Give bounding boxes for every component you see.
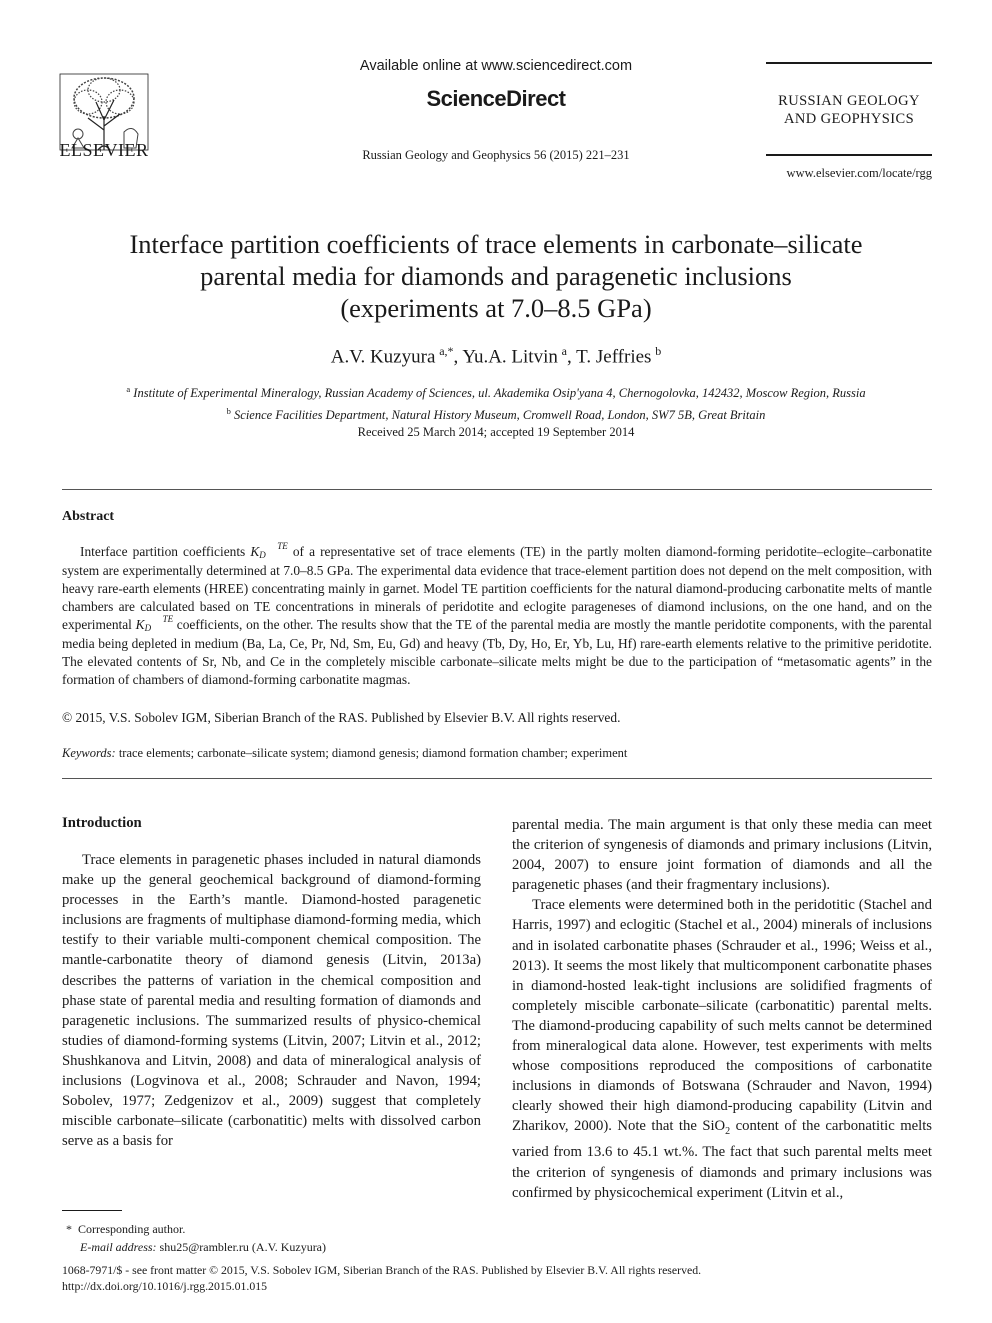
section-divider — [62, 489, 932, 490]
affiliations — [60, 380, 932, 424]
footnote — [62, 1220, 481, 1256]
received-dates: Received 25 March 2014; accepted 19 September 2014 — [357, 425, 635, 439]
author-affil-mark: a,* — [439, 344, 454, 358]
section-divider — [62, 778, 932, 779]
journal-title-line1: RUSSIAN GEOLOGY — [778, 93, 920, 109]
keywords-label: Keywords: — [62, 746, 116, 760]
journal-citation: Russian Geology and Geophysics 56 (2015) 221–231 — [362, 148, 630, 162]
title-line: Interface partition coefficients of trace elements in carbonate–silicate — [129, 229, 863, 259]
kd-symbol — [250, 540, 288, 560]
journal-url-link[interactable]: www.elsevier.com/locate/rgg — [786, 166, 932, 180]
kd-superscript: TE — [277, 540, 288, 551]
kd-base: K — [135, 617, 145, 633]
footnote-corresponding: Corresponding author. — [78, 1222, 186, 1236]
author-separator: , — [453, 346, 463, 368]
title-line: (experiments at 7.0–8.5 GPa) — [340, 293, 652, 323]
kd-subscript: D — [259, 549, 266, 560]
available-online-text[interactable]: Available online at www.sciencedirect.com — [359, 58, 633, 74]
right-column — [512, 815, 932, 1203]
keywords — [62, 746, 932, 761]
article-title — [60, 228, 932, 324]
front-matter-line: 1068-7971/$ - see front matter © 2015, V.S. Sobolev IGM, Siberian Branch of the RAS. Published by Elsevier B.V. All rights reserved. — [62, 1263, 702, 1277]
paragraph-text: content of the carbonatitic melts varied from 13.6 to 45.1 wt.%. The fact that such parental melts meet the criterion of syngenesis of diamonds and primary inclusions was confirmed by physicochemical experiment (Litvin et al., — [512, 1118, 933, 1201]
abstract-heading: Abstract — [62, 509, 115, 524]
sciencedirect-logo[interactable]: ScienceDirect — [426, 86, 566, 111]
affiliation-text: Institute of Experimental Mineralogy, Russian Academy of Sciences, ul. Akademika Osip'yana 4, Chernogolovka, 142432, Moscow Region, Russia — [133, 386, 866, 401]
abstract-copyright: © 2015, V.S. Sobolev IGM, Siberian Branch of the RAS. Published by Elsevier B.V. All rights reserved. — [62, 710, 621, 725]
left-column — [62, 850, 481, 1151]
title-line: parental media for diamonds and paragenetic inclusions — [200, 261, 792, 291]
introduction-heading: Introduction — [62, 815, 142, 831]
formula-base: SiO — [702, 1118, 726, 1135]
kd-subscript: D — [144, 623, 152, 634]
email-label: E-mail address: — [80, 1240, 157, 1254]
author-list — [60, 344, 932, 368]
journal-rule-top — [766, 62, 932, 64]
abstract-text: of a representative set of trace elements (TE) in the partly molten diamond-forming peridotite–eclogite–carbonatite system are experimentally determined at 7.0–8.5 GPa. The experimental data evidence that trace-element partition does not depend on the melt composition, with heavy rare-earth elements (HREE) concentrating mainly in garnet. Model TE partition coefficients for the natural diamond-producing carbonatite melts of mantle chambers are calculated based on TE concentrations in minerals of peridotite and eclogite parageneses of diamond inclusions, on the one hand, and on the experimental — [62, 544, 932, 633]
affiliation-mark: b — [226, 406, 231, 417]
affiliation-b — [60, 402, 932, 424]
paragraph: Trace elements in paragenetic phases included in natural diamonds make up the general geochemical background of diamond-forming processes in the Earth’s mantle. Diamond-hosted paragenetic inclusions are fragments of multiphase diamond-forming media, which testify to their variable multi-component chemical composition. The mantle-carbonatite theory of diamond genesis (Litvin, 2013a) describes the patterns of variation in the chemical composition and phase state of parental media and resulting formation of diamonds and paragenetic inclusions. The summarized results of physico-chemical studies of diamond-forming systems (Litvin, 2007; Litvin et al., 2012; Shushkanova and Litvin, 2008) and data of mineralogical analysis of inclusions (Logvinova et al., 2008; Schrauder and Navon, 1994; Sobolev, 1977; Zedgenizov et al., 2009) suggest that completely miscible carbonate–silicate (carbonatitic) melts with dissolved carbon serve as a basis for — [62, 852, 481, 1150]
abstract-body — [62, 540, 932, 689]
author-name[interactable]: Yu.A. Litvin — [462, 346, 558, 368]
kd-base: K — [250, 544, 260, 559]
affiliation-mark: a — [126, 384, 131, 394]
author-separator: , — [567, 346, 577, 368]
footnote-mark: * — [66, 1222, 72, 1236]
keywords-list: trace elements; carbonate–silicate system; diamond genesis; diamond formation chamber; experiment — [118, 746, 628, 760]
formula-subscript: 2 — [725, 1126, 731, 1138]
sio2-formula — [702, 1118, 731, 1138]
doi-link[interactable]: http://dx.doi.org/10.1016/j.rgg.2015.01.015 — [62, 1279, 268, 1293]
kd-symbol — [135, 614, 174, 634]
author-name[interactable]: A.V. Kuzyura — [330, 346, 436, 368]
affiliation-a — [60, 380, 932, 402]
abstract-text: Interface partition coefficients — [80, 544, 246, 559]
paragraph: parental media. The main argument is that only these media can meet the criterion of syngenesis of diamonds and primary inclusions (Litvin, 2004, 2007) to ensure joint formation of diamonds and all the paragenetic phases (and their fragmentary inclusions). — [512, 817, 932, 894]
author-affil-mark: b — [655, 344, 662, 358]
footnote-rule — [62, 1210, 122, 1211]
paragraph — [512, 895, 932, 1202]
journal-rule-bottom — [766, 154, 932, 156]
front-matter-footer — [62, 1262, 932, 1294]
author-affil-mark: a — [561, 344, 567, 358]
publisher-wordmark: ELSEVIER — [59, 140, 149, 160]
email-address[interactable]: shu25@rambler.ru (A.V. Kuzyura) — [159, 1240, 327, 1254]
journal-title — [766, 92, 932, 128]
author-name[interactable]: T. Jeffries — [576, 346, 652, 368]
abstract-text: coefficients, on the other. The results show that the TE of the parental media are mostly the mantle peridotite components, with the parental media being depleted in medium (Ba, La, Ce, Pr, Nd, Sm, Eu, Gd) and heavy (Tb, Dy, Ho, Er, Yb, Lu, Hf) rare-earth elements relative to the primitive peridotite. The elevated contents of Sr, Nb, and Ce in the completely miscible carbonate–silicate melts might be due to the participation of “metasomatic agents” in the formation of chambers of diamond-forming carbonatite magmas. — [62, 617, 932, 688]
paragraph-text: Trace elements were determined both in the peridotitic (Stachel and Harris, 1997) and eclogitic (Stachel et al., 2004) minerals of inclusions and in isolated carbonatite phases (Schrauder et al., 1996; Weiss et al., 2013). It seems the most likely that multicomponent carbonatite phases in diamond-hosted leak-tight inclusions are solidified fragments of completely miscible carbonate–silicate (carbonatitic) parental melts. The diamond-producing capability of such melts cannot be determined from mineralogical data alone. However, test experiments with melts whose compositions reproduced the compositions of carbonatite inclusions in diamonds of Botswana (Schrauder and Navon, 1994) clearly showed their high diamond-producing capability (Litvin and Zharikov, 2000). Note that the — [512, 897, 932, 1135]
kd-superscript: TE — [162, 614, 174, 625]
journal-title-line2: AND GEOPHYSICS — [783, 111, 915, 127]
affiliation-text: Science Facilities Department, Natural History Museum, Cromwell Road, London, SW7 5B, Great Britain — [234, 408, 766, 423]
